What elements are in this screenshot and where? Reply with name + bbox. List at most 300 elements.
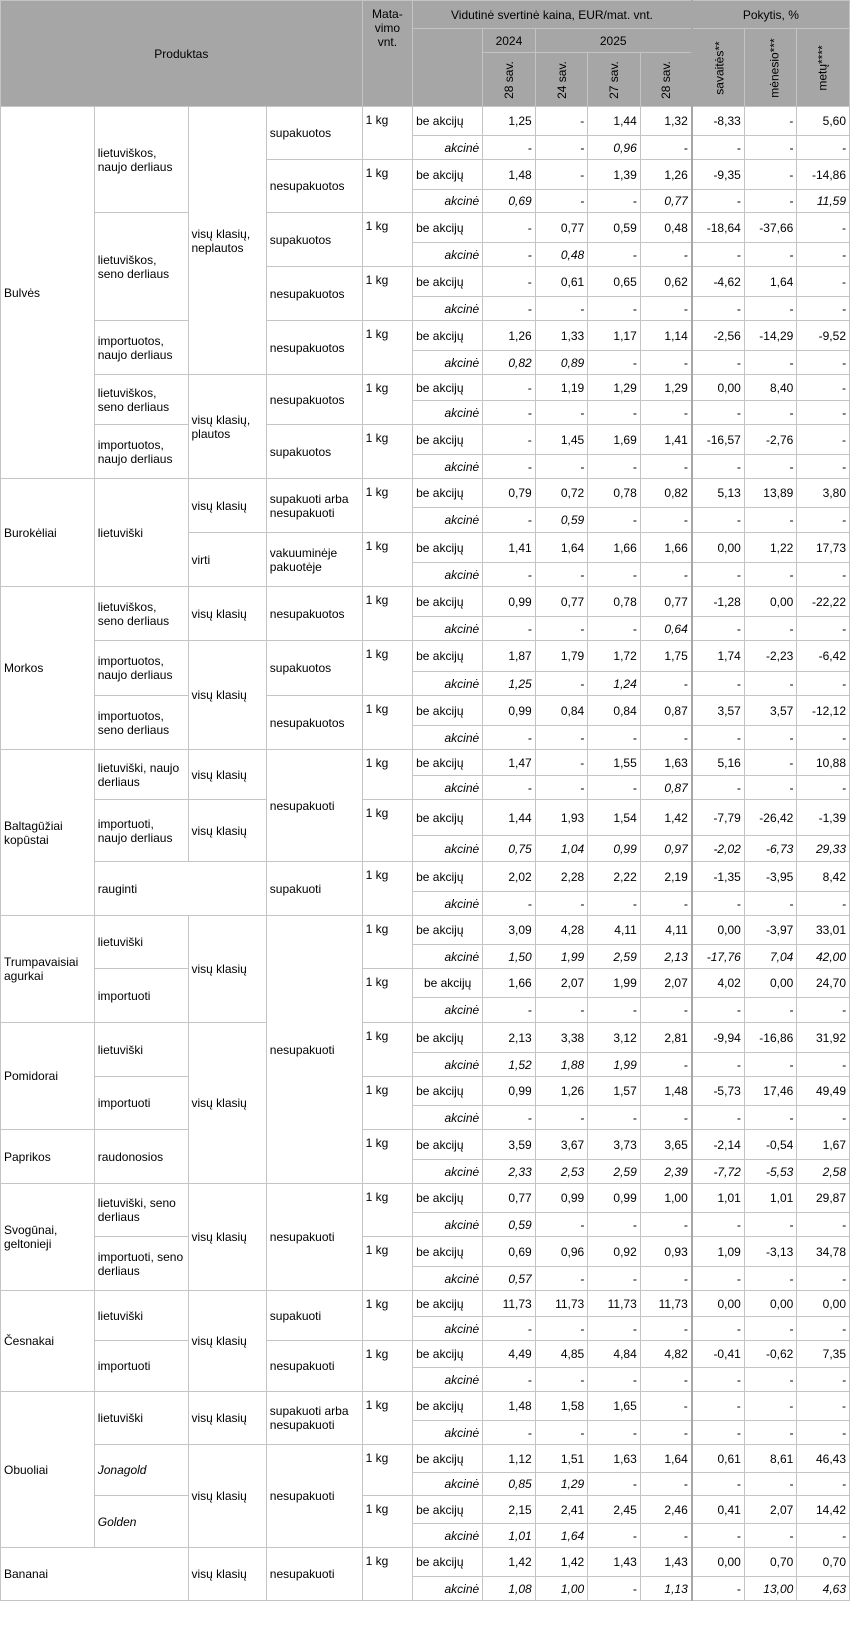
value-cell: -0,54 xyxy=(744,1130,797,1160)
value-cell: 0,87 xyxy=(640,696,692,726)
value-cell: 1,12 xyxy=(483,1445,536,1473)
value-cell: 3,09 xyxy=(483,916,536,945)
unit-cell: 1 kg xyxy=(362,213,412,267)
table-row xyxy=(1,696,850,726)
product-origin: importuoti xyxy=(94,1077,188,1130)
value-cell: - xyxy=(535,136,588,160)
price-type-label: akcinė xyxy=(413,1267,483,1291)
price-type-label: be akcijų xyxy=(413,750,483,776)
price-type-label: akcinė xyxy=(413,243,483,267)
value-cell: 0,99 xyxy=(483,696,536,726)
value-cell: - xyxy=(692,672,745,696)
value-cell: - xyxy=(535,726,588,750)
product-origin: Jonagold xyxy=(94,1445,188,1496)
value-cell: 0,89 xyxy=(535,351,588,375)
value-cell: 0,99 xyxy=(483,1077,536,1106)
value-cell: - xyxy=(483,508,536,533)
value-cell: 1,19 xyxy=(535,375,588,401)
value-cell: 0,00 xyxy=(744,969,797,998)
value-cell: 5,13 xyxy=(692,479,745,508)
value-cell: 1,00 xyxy=(535,1577,588,1601)
value-cell: - xyxy=(588,1577,641,1601)
table-row xyxy=(1,641,850,672)
value-cell: 1,66 xyxy=(588,533,641,563)
value-cell: 2,45 xyxy=(588,1496,641,1524)
price-type-label: be akcijų xyxy=(413,160,483,190)
value-cell: - xyxy=(692,401,745,425)
col-header-week: 28 sav. xyxy=(483,53,536,107)
price-type-label: akcinė xyxy=(413,998,483,1023)
value-cell: -14,29 xyxy=(744,321,797,351)
value-cell: 2,22 xyxy=(588,862,641,892)
value-cell: - xyxy=(692,190,745,213)
value-cell: 1,08 xyxy=(483,1577,536,1601)
value-cell: 1,57 xyxy=(588,1077,641,1106)
col-header-week: 24 sav. xyxy=(535,53,588,107)
product-name: Svogūnai, geltonieji xyxy=(1,1184,95,1291)
product-origin: importuoti xyxy=(94,969,188,1023)
value-cell: 1,00 xyxy=(640,1184,692,1213)
value-cell: 46,43 xyxy=(797,1445,850,1473)
value-cell: 0,00 xyxy=(744,587,797,617)
value-cell: - xyxy=(640,401,692,425)
value-cell: -8,33 xyxy=(692,107,745,136)
product-origin: importuotos, naujo derliaus xyxy=(94,321,188,375)
product-class: visų klasių xyxy=(188,1184,266,1291)
value-cell: 1,13 xyxy=(640,1577,692,1601)
value-cell: - xyxy=(535,160,588,190)
value-cell: - xyxy=(483,1106,536,1130)
price-type-label: akcinė xyxy=(413,508,483,533)
value-cell: -17,76 xyxy=(692,945,745,969)
product-name: Morkos xyxy=(1,587,95,750)
table-row xyxy=(1,375,850,401)
value-cell: 4,82 xyxy=(640,1341,692,1368)
value-cell: 0,59 xyxy=(483,1213,536,1237)
value-cell: - xyxy=(640,455,692,479)
value-cell: - xyxy=(640,1421,692,1445)
table-row xyxy=(1,107,850,136)
product-origin: lietuviški, seno derliaus xyxy=(94,1184,188,1237)
product-origin: importuotos, naujo derliaus xyxy=(94,425,188,479)
value-cell: 0,77 xyxy=(640,587,692,617)
product-origin: Golden xyxy=(94,1496,188,1548)
value-cell: - xyxy=(535,563,588,587)
unit-cell: 1 kg xyxy=(362,1548,412,1601)
value-cell: - xyxy=(744,617,797,641)
value-cell: - xyxy=(588,892,641,916)
value-cell: 0,78 xyxy=(588,587,641,617)
value-cell: - xyxy=(797,617,850,641)
value-cell: 1,63 xyxy=(588,1445,641,1473)
value-cell: - xyxy=(744,243,797,267)
table-row xyxy=(1,969,850,998)
price-type-label: akcinė xyxy=(413,1160,483,1184)
value-cell: 2,15 xyxy=(483,1496,536,1524)
value-cell: 11,59 xyxy=(797,190,850,213)
value-cell: - xyxy=(588,617,641,641)
value-cell: - xyxy=(692,1106,745,1130)
value-cell: 0,84 xyxy=(588,696,641,726)
value-cell: - xyxy=(588,508,641,533)
pack-type: nesupakuotos xyxy=(266,321,362,375)
unit-cell: 1 kg xyxy=(362,1023,412,1077)
value-cell: 1,33 xyxy=(535,321,588,351)
value-cell: 1,88 xyxy=(535,1053,588,1077)
value-cell: -2,76 xyxy=(744,425,797,455)
table-row xyxy=(1,1445,850,1473)
value-cell: - xyxy=(692,351,745,375)
value-cell: 1,01 xyxy=(692,1184,745,1213)
value-cell: 2,59 xyxy=(588,945,641,969)
unit-cell: 1 kg xyxy=(362,375,412,425)
value-cell: - xyxy=(483,998,536,1023)
price-type-label: akcinė xyxy=(413,1524,483,1548)
value-cell: 1,66 xyxy=(640,533,692,563)
value-cell: 2,58 xyxy=(797,1160,850,1184)
value-cell: - xyxy=(797,401,850,425)
value-cell: 0,00 xyxy=(692,1291,745,1317)
value-cell: - xyxy=(797,726,850,750)
price-type-label: akcinė xyxy=(413,617,483,641)
value-cell: 29,33 xyxy=(797,836,850,862)
value-cell: - xyxy=(535,617,588,641)
value-cell: - xyxy=(640,136,692,160)
value-cell: - xyxy=(483,375,536,401)
value-cell: 0,61 xyxy=(692,1445,745,1473)
value-cell: - xyxy=(588,455,641,479)
unit-cell: 1 kg xyxy=(362,800,412,862)
table-row xyxy=(1,916,850,945)
value-cell: - xyxy=(797,425,850,455)
value-cell: 1,14 xyxy=(640,321,692,351)
value-cell: - xyxy=(744,750,797,776)
value-cell: 0,00 xyxy=(692,533,745,563)
value-cell: -16,86 xyxy=(744,1023,797,1053)
value-cell: 2,46 xyxy=(640,1496,692,1524)
price-type-label: akcinė xyxy=(413,1473,483,1496)
value-cell: 31,92 xyxy=(797,1023,850,1053)
product-origin: lietuviškos, seno derliaus xyxy=(94,213,188,321)
value-cell: 11,73 xyxy=(483,1291,536,1317)
value-cell: 1,79 xyxy=(535,641,588,672)
product-origin: lietuviškos, seno derliaus xyxy=(94,587,188,641)
value-cell: 4,49 xyxy=(483,1341,536,1368)
price-type-label: akcinė xyxy=(413,945,483,969)
price-type-label: be akcijų xyxy=(413,862,483,892)
pack-type: supakuoti xyxy=(266,862,362,916)
price-type-label: be akcijų xyxy=(413,1392,483,1421)
product-class: visų klasių xyxy=(188,1548,266,1601)
price-type-label: be akcijų xyxy=(413,1548,483,1577)
value-cell: -9,35 xyxy=(692,160,745,190)
price-type-label: be akcijų xyxy=(413,479,483,508)
product-origin: importuoti, seno derliaus xyxy=(94,1237,188,1291)
value-cell: 17,46 xyxy=(744,1077,797,1106)
unit-cell: 1 kg xyxy=(362,1392,412,1445)
value-cell: 0,87 xyxy=(640,776,692,800)
value-cell: 7,04 xyxy=(744,945,797,969)
value-cell: 1,52 xyxy=(483,1053,536,1077)
pack-type: nesupakuoti xyxy=(266,916,362,1184)
value-cell: - xyxy=(744,136,797,160)
value-cell: 1,74 xyxy=(692,641,745,672)
value-cell: - xyxy=(588,243,641,267)
col-header-pokytis: Pokytis, % xyxy=(692,1,850,29)
price-type-label: akcinė xyxy=(413,1053,483,1077)
value-cell: - xyxy=(797,563,850,587)
pack-type: supakuotos xyxy=(266,641,362,696)
value-cell: - xyxy=(535,998,588,1023)
value-cell: 1,54 xyxy=(588,800,641,836)
value-cell: -2,23 xyxy=(744,641,797,672)
product-class: virti xyxy=(188,533,266,587)
value-cell: 1,50 xyxy=(483,945,536,969)
table-row xyxy=(1,587,850,617)
value-cell: - xyxy=(744,1421,797,1445)
value-cell: - xyxy=(483,726,536,750)
value-cell: 0,75 xyxy=(483,836,536,862)
product-origin: importuoti xyxy=(94,1341,188,1392)
value-cell: - xyxy=(588,1317,641,1341)
product-class: visų klasių xyxy=(188,800,266,862)
unit-cell: 1 kg xyxy=(362,160,412,213)
value-cell: 1,51 xyxy=(535,1445,588,1473)
product-origin: lietuviški xyxy=(94,479,188,587)
value-cell: 1,64 xyxy=(744,267,797,297)
price-type-label: akcinė xyxy=(413,672,483,696)
product-class: visų klasių xyxy=(188,641,266,750)
value-cell: 0,84 xyxy=(535,696,588,726)
value-cell: 0,82 xyxy=(483,351,536,375)
value-cell: 0,99 xyxy=(588,836,641,862)
value-cell: -37,66 xyxy=(744,213,797,243)
value-cell: -9,52 xyxy=(797,321,850,351)
product-origin: rauginti xyxy=(94,862,266,916)
value-cell: - xyxy=(797,1317,850,1341)
value-cell: - xyxy=(692,243,745,267)
value-cell: - xyxy=(640,1213,692,1237)
value-cell: -2,56 xyxy=(692,321,745,351)
value-cell: -5,53 xyxy=(744,1160,797,1184)
value-cell: - xyxy=(588,401,641,425)
price-type-label: be akcijų xyxy=(413,969,483,998)
table-row xyxy=(1,862,850,892)
value-cell: 1,87 xyxy=(483,641,536,672)
value-cell: 1,44 xyxy=(483,800,536,836)
pack-type: vakuuminėje pakuotėje xyxy=(266,533,362,587)
value-cell: - xyxy=(692,508,745,533)
value-cell: - xyxy=(692,1524,745,1548)
value-cell: 1,64 xyxy=(535,533,588,563)
value-cell: - xyxy=(797,1053,850,1077)
value-cell: - xyxy=(483,1317,536,1341)
value-cell: 5,60 xyxy=(797,107,850,136)
value-cell: - xyxy=(692,617,745,641)
price-type-label: be akcijų xyxy=(413,1077,483,1106)
value-cell: 10,88 xyxy=(797,750,850,776)
value-cell: 0,79 xyxy=(483,479,536,508)
value-cell: - xyxy=(483,892,536,916)
value-cell: -14,86 xyxy=(797,160,850,190)
value-cell: - xyxy=(640,351,692,375)
col-header-matavimo: Mata-vimo vnt. xyxy=(362,1,412,107)
table-row xyxy=(1,1130,850,1160)
value-cell: 0,70 xyxy=(797,1548,850,1577)
value-cell: - xyxy=(640,1524,692,1548)
value-cell: - xyxy=(692,1213,745,1237)
value-cell: - xyxy=(692,1392,745,1421)
value-cell: - xyxy=(483,455,536,479)
value-cell: 24,70 xyxy=(797,969,850,998)
pack-type: supakuotos xyxy=(266,425,362,479)
value-cell: 0,77 xyxy=(535,213,588,243)
unit-cell: 1 kg xyxy=(362,1496,412,1548)
unit-cell: 1 kg xyxy=(362,1445,412,1496)
value-cell: 0,78 xyxy=(588,479,641,508)
value-cell: - xyxy=(483,1368,536,1392)
value-cell: - xyxy=(797,892,850,916)
price-type-label: akcinė xyxy=(413,401,483,425)
pack-type: nesupakuotos xyxy=(266,267,362,321)
table-row xyxy=(1,479,850,508)
product-class: visų klasių xyxy=(188,916,266,1023)
value-cell: - xyxy=(535,776,588,800)
value-cell: 29,87 xyxy=(797,1184,850,1213)
value-cell: - xyxy=(588,351,641,375)
price-type-label: akcinė xyxy=(413,190,483,213)
unit-cell: 1 kg xyxy=(362,696,412,750)
value-cell: - xyxy=(640,672,692,696)
table-row xyxy=(1,1184,850,1213)
unit-cell: 1 kg xyxy=(362,916,412,969)
product-name: Česnakai xyxy=(1,1291,95,1392)
value-cell: - xyxy=(483,401,536,425)
price-type-label: akcinė xyxy=(413,726,483,750)
value-cell: 0,61 xyxy=(535,267,588,297)
value-cell: - xyxy=(692,998,745,1023)
value-cell: 11,73 xyxy=(535,1291,588,1317)
value-cell: 2,07 xyxy=(640,969,692,998)
value-cell: 1,09 xyxy=(692,1237,745,1267)
value-cell: 0,00 xyxy=(692,1548,745,1577)
value-cell: 1,45 xyxy=(535,425,588,455)
price-type-label: akcinė xyxy=(413,351,483,375)
value-cell: - xyxy=(744,1392,797,1421)
price-type-label: be akcijų xyxy=(413,1130,483,1160)
product-name: Paprikos xyxy=(1,1130,95,1184)
value-cell: - xyxy=(588,998,641,1023)
value-cell: -1,39 xyxy=(797,800,850,836)
value-cell: 1,42 xyxy=(483,1548,536,1577)
pack-type: nesupakuoti xyxy=(266,1548,362,1601)
value-cell: 0,99 xyxy=(483,587,536,617)
value-cell: -3,97 xyxy=(744,916,797,945)
value-cell: -0,41 xyxy=(692,1341,745,1368)
value-cell: - xyxy=(692,892,745,916)
value-cell: - xyxy=(797,243,850,267)
value-cell: - xyxy=(483,425,536,455)
price-type-label: be akcijų xyxy=(413,533,483,563)
value-cell: 0,99 xyxy=(535,1184,588,1213)
value-cell: - xyxy=(797,672,850,696)
value-cell: 5,16 xyxy=(692,750,745,776)
value-cell: -7,72 xyxy=(692,1160,745,1184)
product-class: visų klasių xyxy=(188,1445,266,1548)
value-cell: - xyxy=(797,1368,850,1392)
value-cell: - xyxy=(483,267,536,297)
product-class: visų klasių, plautos xyxy=(188,375,266,479)
value-cell: 1,41 xyxy=(640,425,692,455)
value-cell: 33,01 xyxy=(797,916,850,945)
value-cell: - xyxy=(692,297,745,321)
table-row xyxy=(1,1237,850,1267)
value-cell: - xyxy=(797,1392,850,1421)
value-cell: 0,92 xyxy=(588,1237,641,1267)
product-origin: lietuviškos, seno derliaus xyxy=(94,375,188,425)
value-cell: - xyxy=(744,455,797,479)
product-class: visų klasių xyxy=(188,587,266,641)
value-cell: - xyxy=(692,1577,745,1601)
value-cell: 0,65 xyxy=(588,267,641,297)
value-cell: - xyxy=(640,563,692,587)
product-origin: lietuviški xyxy=(94,1392,188,1445)
value-cell: 1,63 xyxy=(640,750,692,776)
value-cell: -6,42 xyxy=(797,641,850,672)
col-header-metu: metų**** xyxy=(797,29,850,107)
value-cell: - xyxy=(744,107,797,136)
col-header-2024: 2024 xyxy=(483,29,536,53)
product-origin: importuoti, naujo derliaus xyxy=(94,800,188,862)
value-cell: 1,48 xyxy=(483,1392,536,1421)
product-origin: raudonosios xyxy=(94,1130,188,1184)
value-cell: -2,14 xyxy=(692,1130,745,1160)
value-cell: 1,64 xyxy=(640,1445,692,1473)
product-class: visų klasių, neplautos xyxy=(188,107,266,375)
product-name: Pomidorai xyxy=(1,1023,95,1130)
price-type-label: be akcijų xyxy=(413,1237,483,1267)
value-cell: - xyxy=(744,190,797,213)
unit-cell: 1 kg xyxy=(362,1184,412,1237)
product-origin: lietuviški xyxy=(94,916,188,969)
value-cell: 3,57 xyxy=(692,696,745,726)
value-cell: 8,61 xyxy=(744,1445,797,1473)
pack-type: nesupakuoti xyxy=(266,1445,362,1548)
value-cell: 14,42 xyxy=(797,1496,850,1524)
value-cell: - xyxy=(797,776,850,800)
value-cell: 4,11 xyxy=(588,916,641,945)
price-type-label: be akcijų xyxy=(413,321,483,351)
value-cell: 4,28 xyxy=(535,916,588,945)
value-cell: -7,79 xyxy=(692,800,745,836)
unit-cell: 1 kg xyxy=(362,321,412,375)
value-cell: 0,69 xyxy=(483,1237,536,1267)
price-type-label: be akcijų xyxy=(413,375,483,401)
price-type-label: be akcijų xyxy=(413,213,483,243)
value-cell: - xyxy=(640,1267,692,1291)
value-cell: 13,89 xyxy=(744,479,797,508)
value-cell: -18,64 xyxy=(692,213,745,243)
product-origin: importuotos, seno derliaus xyxy=(94,696,188,750)
table-row xyxy=(1,1023,850,1053)
price-type-label: akcinė xyxy=(413,455,483,479)
value-cell: 0,57 xyxy=(483,1267,536,1291)
value-cell: - xyxy=(744,726,797,750)
value-cell: 3,67 xyxy=(535,1130,588,1160)
value-cell: 1,99 xyxy=(588,969,641,998)
value-cell: - xyxy=(535,455,588,479)
value-cell: - xyxy=(535,672,588,696)
